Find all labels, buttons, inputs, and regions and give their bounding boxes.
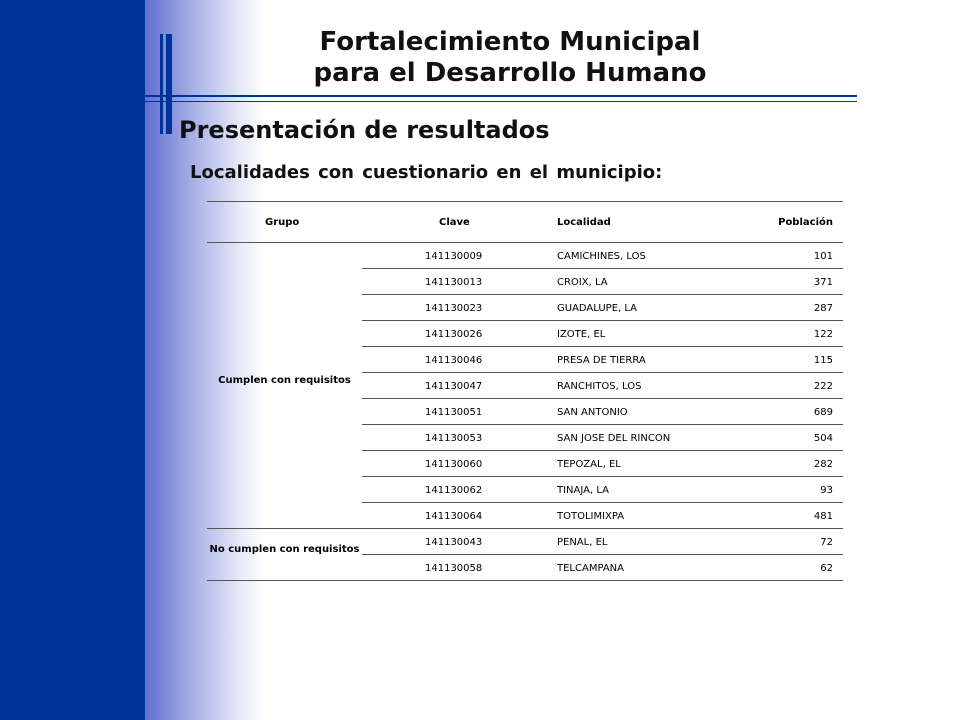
group-label: Cumplen con requisitos	[218, 375, 351, 386]
cell-clave: 141130047	[425, 381, 483, 392]
cell-localidad: TEPOZAL, EL	[557, 459, 621, 470]
table-row-cells	[362, 555, 843, 581]
cell-poblacion: 287	[813, 303, 833, 314]
cell-poblacion: 371	[813, 277, 833, 288]
cell-localidad: CROIX, LA	[557, 277, 608, 288]
table-row-cells	[362, 529, 843, 555]
col-header-grupo: Grupo	[265, 217, 300, 228]
table-row	[207, 399, 843, 425]
cell-clave: 141130064	[425, 511, 483, 522]
cell-clave: 141130046	[425, 355, 483, 366]
col-header-localidad: Localidad	[557, 217, 611, 228]
cell-poblacion: 481	[813, 511, 833, 522]
table-row-cells	[362, 451, 843, 477]
cell-poblacion: 93	[820, 485, 833, 496]
group-divider	[207, 528, 362, 529]
col-header-clave: Clave	[439, 217, 470, 228]
cell-poblacion: 282	[813, 459, 833, 470]
table-row	[207, 451, 843, 477]
decor-horizontal-rule-thin	[145, 101, 857, 102]
table-row-cells	[362, 477, 843, 503]
cell-poblacion: 689	[813, 407, 833, 418]
cell-clave: 141130026	[425, 329, 483, 340]
cell-clave: 141130058	[425, 563, 483, 574]
cell-localidad: SAN ANTONIO	[557, 407, 628, 418]
table-row	[207, 347, 843, 373]
cell-localidad: TINAJA, LA	[557, 485, 609, 496]
cell-localidad: GUADALUPE, LA	[557, 303, 638, 314]
table-row	[207, 269, 843, 295]
cell-clave: 141130053	[425, 433, 483, 444]
table-row	[207, 503, 843, 529]
table-row	[207, 243, 843, 269]
cell-poblacion: 62	[820, 563, 833, 574]
section-heading: Localidades con cuestionario en el municipio:	[190, 162, 663, 183]
title-line-2: para el Desarrollo Humano	[313, 58, 707, 88]
table-row	[207, 425, 843, 451]
cell-localidad: PRESA DE TIERRA	[557, 355, 646, 366]
side-band	[0, 0, 145, 720]
table-row-cells	[362, 243, 843, 269]
table-header	[207, 202, 843, 243]
slide-subtitle: Presentación de resultados	[179, 116, 550, 144]
cell-localidad: SAN JOSE DEL RINCON	[557, 433, 671, 444]
cell-clave: 141130062	[425, 485, 483, 496]
cell-localidad: RANCHITOS, LOS	[557, 381, 642, 392]
slide-title	[260, 27, 760, 89]
cell-poblacion: 504	[813, 433, 833, 444]
group-label: No cumplen con requisitos	[209, 544, 360, 555]
table-body	[207, 243, 843, 581]
title-line-1: Fortalecimiento Municipal	[319, 27, 701, 57]
cell-poblacion: 122	[813, 329, 833, 340]
table-row-cells	[362, 321, 843, 347]
cell-clave: 141130051	[425, 407, 483, 418]
cell-clave: 141130060	[425, 459, 483, 470]
cell-clave: 141130013	[425, 277, 483, 288]
table-row	[207, 321, 843, 347]
table-row-cells	[362, 295, 843, 321]
decor-horizontal-rule	[145, 95, 857, 97]
cell-poblacion: 115	[813, 355, 833, 366]
cell-poblacion: 222	[813, 381, 833, 392]
col-header-poblacion: Población	[778, 217, 833, 228]
cell-localidad: PENAL, EL	[557, 537, 608, 548]
cell-poblacion: 101	[813, 251, 833, 262]
table-row-cells	[362, 269, 843, 295]
cell-clave: 141130009	[425, 251, 483, 262]
decor-vertical-bar	[160, 34, 163, 134]
cell-clave: 141130043	[425, 537, 483, 548]
table-row-cells	[362, 425, 843, 451]
localities-table	[207, 201, 843, 581]
table-row	[207, 555, 843, 581]
cell-localidad: IZOTE, EL	[557, 329, 606, 340]
table-row	[207, 295, 843, 321]
cell-clave: 141130023	[425, 303, 483, 314]
cell-localidad: TOTOLIMIXPA	[557, 511, 625, 522]
table-row-cells	[362, 373, 843, 399]
cell-localidad: CAMICHINES, LOS	[557, 251, 646, 262]
table-row	[207, 477, 843, 503]
decor-vertical-bar-thick	[166, 34, 172, 134]
table-row-cells	[362, 399, 843, 425]
table-row-cells	[362, 347, 843, 373]
group-divider	[207, 580, 362, 581]
table-row-cells	[362, 503, 843, 529]
cell-localidad: TELCAMPANA	[557, 563, 625, 574]
cell-poblacion: 72	[820, 537, 833, 548]
